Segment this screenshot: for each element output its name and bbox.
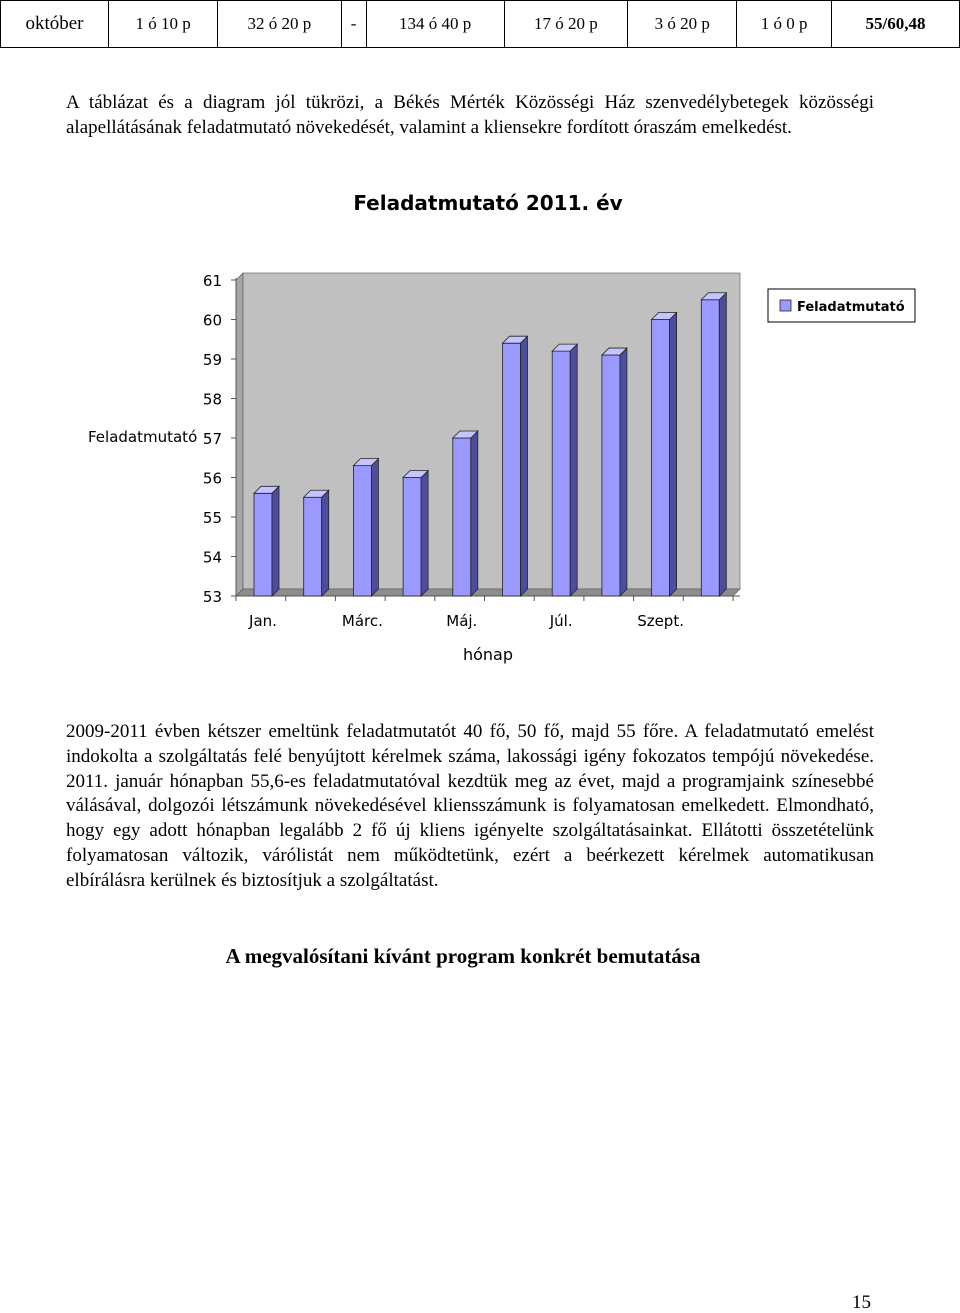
x-tick-label: Máj. (446, 612, 478, 630)
bar (353, 466, 371, 596)
section-heading: A megvalósítani kívánt program konkrét bemutatása (225, 944, 701, 968)
table-cell: - (341, 1, 366, 48)
x-axis-title: hónap (462, 645, 514, 664)
bar (602, 355, 620, 596)
table-cell: 1 ó 10 p (109, 1, 218, 48)
bar-side (570, 344, 577, 596)
bar-side (719, 293, 726, 596)
intro-paragraph: A táblázat és a diagram jól tükrözi, a Békés Mérték Közösségi Ház szenvedélybetegek közösségi alapellátásának feladatmutató növekedését, valamint a kliensekre fordított óraszám emelkedést. (66, 92, 874, 138)
bar (403, 478, 421, 597)
bar-side (371, 459, 378, 596)
bar-side (322, 490, 329, 596)
y-tick-label: 60 (202, 311, 222, 330)
chart-title: Feladatmutató 2011. év (353, 191, 623, 215)
table-cell: október (1, 1, 109, 48)
table-cell: 3 ó 20 p (628, 1, 737, 48)
table-row (1, 1, 960, 48)
plot-side-wall (236, 273, 243, 596)
y-tick-label: 53 (202, 588, 222, 606)
bar-side (421, 471, 428, 597)
body-paragraph: 2009-2011 évben kétszer emeltünk feladatmutatót 40 fő, 50 fő, majd 55 főre. A feladatmutató emelést indokolta a szolgáltatás felé benyújtott kérelmek száma, lakossági igény fokozatos tempójú növekedése. 2011. január hónapban 55,6-es feladatmutatóval kezdtük meg az évet, majd a programjaink színesebbé válásával, dolgozói létszámunk növekedésével kliensszámunk is folyamatosan emelkedett. Elmondható, hogy egy adott hónapban legalább 2 fő új kliens igényelte szolgáltatásainkat. Ellátotti összetételünk folyamatosan változik, várólistát nem működtetünk, ezért a beérkezett kérelmek automatikusan elbírálásra kerülnek és biztosítjuk a szolgáltatást. (66, 721, 874, 891)
page-number: 15 (852, 1292, 871, 1313)
y-tick-label: 55 (202, 509, 222, 527)
bar (701, 300, 719, 596)
bar-side (521, 336, 528, 596)
y-tick-label: 61 (202, 272, 222, 290)
legend-label: Feladatmutató (797, 300, 905, 315)
table-cell: 55/60,48 (832, 1, 960, 48)
bar-side (620, 348, 627, 596)
bar-side (272, 486, 279, 596)
legend-swatch (780, 300, 791, 311)
table-cell: 17 ó 20 p (504, 1, 628, 48)
table-cell: 134 ó 40 p (366, 1, 504, 48)
x-tick-label: Márc. (341, 612, 383, 630)
table-cell: 32 ó 20 p (218, 1, 342, 48)
y-tick-label: 59 (202, 351, 222, 369)
bar (304, 497, 322, 596)
y-tick-label: 58 (202, 390, 222, 409)
bar (453, 438, 471, 596)
x-tick-label: Szept. (637, 612, 684, 630)
bar-chart (0, 180, 960, 680)
bar (254, 493, 272, 596)
y-tick-label: 57 (202, 430, 222, 448)
bar-side (670, 313, 677, 597)
summary-table (0, 0, 960, 48)
bar (552, 351, 570, 596)
table-cell: 1 ó 0 p (737, 1, 832, 48)
bar-side (471, 431, 478, 596)
y-tick-label: 56 (202, 469, 222, 488)
bar (652, 320, 670, 597)
x-tick-label: Jan. (249, 612, 277, 630)
y-tick-label: 54 (202, 548, 222, 567)
x-tick-label: Júl. (549, 612, 573, 630)
y-axis-title: Feladatmutató (88, 428, 198, 446)
bar (503, 343, 521, 596)
